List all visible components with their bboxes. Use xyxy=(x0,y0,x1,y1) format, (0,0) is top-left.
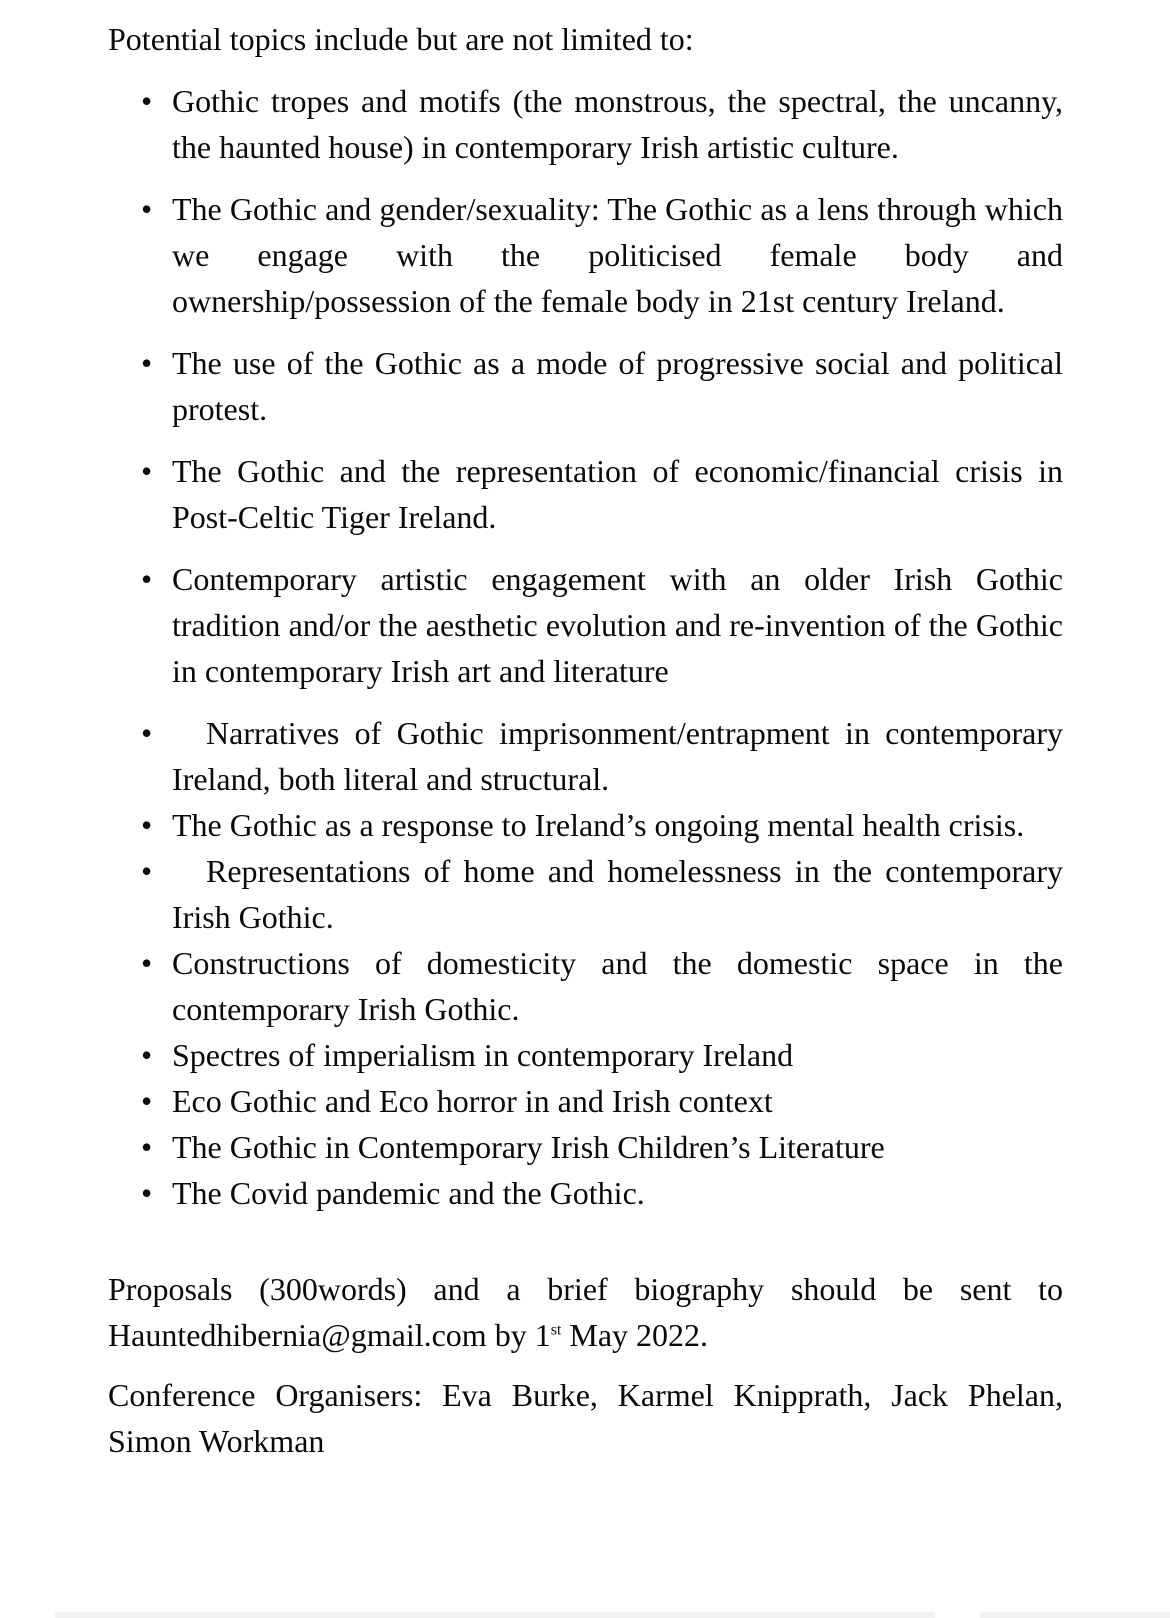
list-item-text: Narratives of Gothic imprisonment/entrapment in contemporary Ireland, both literal and structural. xyxy=(172,715,1063,797)
bullet-marker-icon: • xyxy=(141,561,153,597)
intro-paragraph: Potential topics include but are not limited to: xyxy=(108,21,694,57)
bullet-marker-icon: • xyxy=(141,345,153,381)
proposals-text: Proposals (300words) and a brief biography should be sent to xyxy=(108,1271,1063,1307)
bullet-marker-icon: • xyxy=(141,1129,153,1165)
ordinal-suffix: st xyxy=(550,1321,562,1339)
list-item-text: The Gothic and gender/sexuality: The Gothic as a lens through which we engage with the politicised female body and ownership/possession of the female body in 21st century Ireland. xyxy=(172,191,1063,319)
list-item-text: Spectres of imperialism in contemporary Ireland xyxy=(172,1037,794,1073)
organisers-paragraph: Conference Organisers: Eva Burke, Karmel Knipprath, Jack Phelan, Simon Workman xyxy=(108,1377,1063,1459)
list-item xyxy=(108,556,1063,694)
list-item xyxy=(108,1124,1063,1170)
proposals-deadline-text: by 1 xyxy=(486,1317,551,1353)
bullet-marker-icon: • xyxy=(141,83,153,119)
list-item xyxy=(108,848,1063,940)
list-item xyxy=(108,710,1063,802)
proposals-paragraph xyxy=(108,1266,1063,1358)
bullet-marker-icon: • xyxy=(141,853,153,889)
bullet-marker-icon: • xyxy=(141,1175,153,1211)
list-item-text: Eco Gothic and Eco horror in and Irish context xyxy=(172,1083,773,1119)
bullet-marker-icon: • xyxy=(141,715,153,751)
list-item xyxy=(108,78,1063,170)
bullet-marker-icon: • xyxy=(141,453,153,489)
list-item-text: The Gothic and the representation of economic/financial crisis in Post-Celtic Tiger Ireland. xyxy=(172,453,1063,535)
bullet-marker-icon: • xyxy=(141,945,153,981)
list-item-text: The Gothic as a response to Ireland’s ongoing mental health crisis. xyxy=(172,807,1025,843)
list-item xyxy=(108,1170,1063,1216)
bullet-marker-icon: • xyxy=(141,1037,153,1073)
bullet-marker-icon: • xyxy=(141,807,153,843)
bullet-marker-icon: • xyxy=(141,191,153,227)
next-page-edge-right xyxy=(980,1612,1170,1618)
email-text: Hauntedhibernia@gmail.com xyxy=(108,1317,487,1353)
list-item xyxy=(108,802,1063,848)
list-item-text: Contemporary artistic engagement with an older Irish Gothic tradition and/or the aesthetic evolution and re-invention of the Gothic in contemporary Irish art and literature xyxy=(172,561,1063,689)
list-item-text: Gothic tropes and motifs (the monstrous, the spectral, the uncanny, the haunted house) in contemporary Irish artistic culture. xyxy=(172,83,1063,165)
bullet-marker-icon: • xyxy=(141,1083,153,1119)
list-item-text: Constructions of domesticity and the domestic space in the contemporary Irish Gothic. xyxy=(172,945,1063,1027)
list-item-text: The Gothic in Contemporary Irish Children’s Literature xyxy=(172,1129,885,1165)
list-item xyxy=(108,186,1063,324)
proposals-date-text: May 2022. xyxy=(561,1317,709,1353)
list-item-text: The Covid pandemic and the Gothic. xyxy=(172,1175,645,1211)
topics-list xyxy=(108,78,1063,1216)
list-item xyxy=(108,1032,1063,1078)
list-item xyxy=(108,340,1063,432)
list-item-text: Representations of home and homelessness in the contemporary Irish Gothic. xyxy=(172,853,1063,935)
list-item-text: The use of the Gothic as a mode of progressive social and political protest. xyxy=(172,345,1063,427)
list-item xyxy=(108,940,1063,1032)
list-item xyxy=(108,1078,1063,1124)
next-page-edge-left xyxy=(55,1612,935,1618)
list-item xyxy=(108,448,1063,540)
